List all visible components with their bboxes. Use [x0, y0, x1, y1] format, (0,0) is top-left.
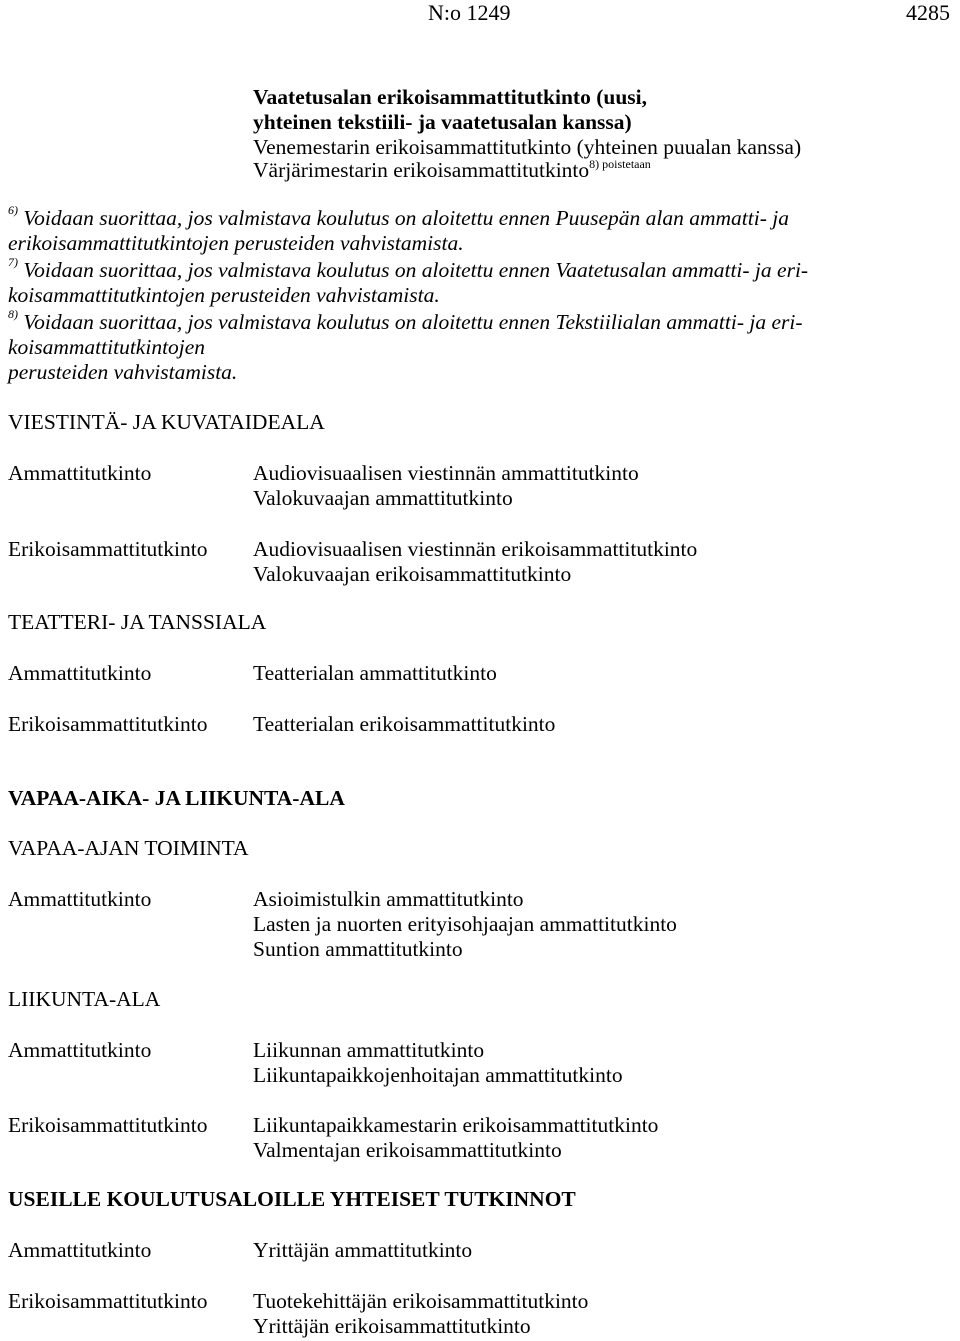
subsection-heading: LIIKUNTA-ALA — [8, 987, 161, 1011]
degree-item: Lasten ja nuorten erityisohjaajan ammattitutkinto — [253, 912, 677, 936]
page-count: 4285 — [906, 0, 950, 25]
degree-item: Audiovisuaalisen viestinnän erikoisammattitutkinto — [253, 537, 698, 561]
degree-item: Asioimistulkin ammattitutkinto — [253, 887, 524, 911]
footnote-7: $^{7)}$ Voidaan suorittaa, jos valmistava koulutus on aloitettu ennen Vaatetusalan ammatti- ja eri- koisammattitutkintojen perusteiden vahvistamista. — [8, 255, 809, 307]
degree-label: Ammattitutkinto — [8, 1038, 152, 1062]
degree-item: Liikuntapaikkojenhoitajan ammattitutkinto — [253, 1063, 623, 1087]
footnote-6: $^{6)}$ Voidaan suorittaa, jos valmistava koulutus on aloitettu ennen Puusepän alan ammatti- ja erikoisammattitutkintojen perusteiden vahvistamista. — [8, 203, 789, 255]
degree-item: Teatterialan ammattitutkinto — [253, 661, 497, 685]
degree-item: Tuotekehittäjän erikoisammattitutkinto — [253, 1289, 589, 1313]
degree-item: Suntion ammattitutkinto — [253, 937, 463, 961]
degree-label: Erikoisammattitutkinto — [8, 1289, 208, 1313]
degree-item: Liikuntapaikkamestarin erikoisammattitutkinto — [253, 1113, 659, 1137]
footnote-mark: 6) — [8, 203, 18, 217]
degree-label: Ammattitutkinto — [8, 661, 152, 685]
footnote-mark: 8) — [8, 307, 18, 321]
degree-item: Liikunnan ammattitutkinto — [253, 1038, 485, 1062]
section-heading: VAPAA-AIKA- JA LIIKUNTA-ALA — [8, 786, 345, 810]
degree-label: Ammattitutkinto — [8, 461, 152, 485]
degree-item: Yrittäjän ammattitutkinto — [253, 1238, 473, 1262]
page-number-label: N:o 1249 — [428, 0, 511, 25]
footnote-8: $^{8)}$ Voidaan suorittaa, jos valmistava koulutus on aloitettu ennen Tekstiilialan ammatti- ja eri- koisammattitutkintojen perusteiden vahvistamista. — [8, 307, 803, 384]
list-item: Vaatetusalan erikoisammattitutkinto (uusi, — [253, 85, 648, 109]
degree-item: Teatterialan erikoisammattitutkinto — [253, 712, 556, 736]
degree-label: Erikoisammattitutkinto — [8, 537, 208, 561]
section-heading: TEATTERI- JA TANSSIALA — [8, 610, 267, 634]
degree-label: Ammattitutkinto — [8, 1238, 152, 1262]
list-item: Venemestarin erikoisammattitutkinto (yhteinen puualan kanssa) — [253, 135, 802, 159]
degree-item: Valokuvaajan erikoisammattitutkinto — [253, 562, 572, 586]
section-heading: USEILLE KOULUTUSALOILLE YHTEISET TUTKINNOT — [8, 1187, 576, 1211]
footnote-mark: 7) — [8, 255, 18, 269]
degree-label: Erikoisammattitutkinto — [8, 712, 208, 736]
degree-item: Yrittäjän erikoisammattitutkinto — [253, 1314, 531, 1338]
list-item: Värjärimestarin erikoisammattitutkinto$^{8) poistetaan}$ — [253, 157, 651, 182]
degree-label: Ammattitutkinto — [8, 887, 152, 911]
degree-item: Audiovisuaalisen viestinnän ammattitutkinto — [253, 461, 639, 485]
degree-label: Erikoisammattitutkinto — [8, 1113, 208, 1137]
degree-item: Valokuvaajan ammattitutkinto — [253, 486, 513, 510]
section-heading: VIESTINTÄ- JA KUVATAIDEALA — [8, 410, 325, 434]
poistetaan-note: 8) poistetaan — [589, 157, 651, 171]
subsection-heading: VAPAA-AJAN TOIMINTA — [8, 836, 249, 860]
list-item: yhteinen tekstiili- ja vaatetusalan kanssa) — [253, 110, 632, 134]
degree-item: Valmentajan erikoisammattitutkinto — [253, 1138, 562, 1162]
